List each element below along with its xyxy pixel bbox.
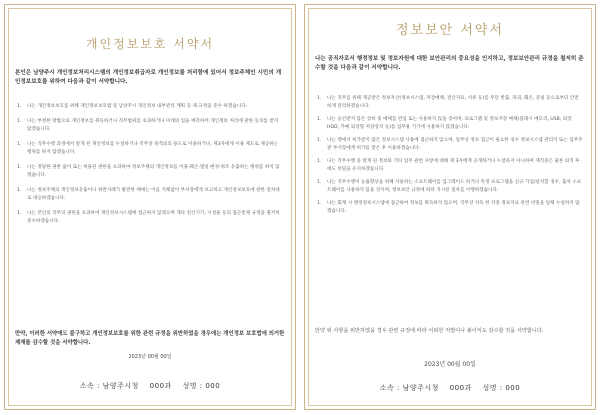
- privacy-pledge-closing: 만약, 이러한 서약에도 불구하고 개인정보보호를 위한 관련 규정을 위반하였을 경우에는 개인정보 보호법에 의거한 제재를 감수할 것을 서약합니다.: [15, 331, 285, 346]
- privacy-pledge-intro: 본인은 남양주시 개인정보처리시스템의 개인정보취급자로 개인정보를 처리함에 있어서 정보주체인 시민의 개인정보보호를 위하여 다음과 같이 서약합니다.: [15, 70, 282, 85]
- privacy-pledge-date: 2023년 00월 00일: [128, 354, 172, 360]
- affiliation-label: 소속 : 남양주시청: [79, 382, 139, 390]
- privacy-pledge-title: 개인정보보호 서약서: [85, 37, 215, 51]
- list-item: 1. 나는 정보주체의 개인정보유출이나 위반사례가 발견한 때에는 이를 지체없이 부서장에게 보고하고 개인정보보호에 관한 절차대로 대응하겠습니다.: [17, 188, 280, 201]
- security-pledge-closing: 만약 위 사항을 위반하였을 경우 관련 규정에 따라 어떠한 처벌이나 불이익도 감수할 것을 서약합니다.: [315, 328, 544, 334]
- affiliation-dept: 000과: [149, 382, 172, 390]
- security-pledge-date: 2023년 00월 00일: [424, 361, 476, 368]
- security-pledge-signature: [305, 383, 595, 393]
- affiliation-label: 소속 : 남양주시청: [379, 384, 439, 392]
- list-item: 1. 나는 부정한 방법으로 개인정보를 취득하거나 직무범위를 초과하거나 미래의 업을 예측하여 개인정보 처리에 관한 동의를 받지 않겠습니다.: [17, 119, 279, 132]
- list-item: 1. 나는 직무수행 중 알게 된 정보와 기타 업무 관련 사항에 대해 제 3자에게 공개하거나 누설하지 아니하며 재직중은 물론 퇴직 후에도 비밀을 유지하겠습니다.: [317, 159, 580, 172]
- list-item: 1. 나는 회계 시 행정정보시스템에 접근하여 정보를 획득하지 않으며, 직무상 지득 한 각종 정보자료 관련 비밀을 일체 누설하지 않겠습니다.: [317, 201, 580, 214]
- security-pledge-items: [317, 95, 583, 221]
- list-item: 1. 나는 개인정보보호를 위해 개인정보보호법 및 남양주시 개인정보 내부관리 계획 등 제 규정을 준수 하겠습니다.: [17, 104, 248, 109]
- list-item: 1. 나는 승인받지 않은 장비 및 매체를 반입 또는 사용하지 않을 것이며, 프로그램 및 정보저장 매체(플래시 메모리, USB, 외장 HDD, 카메 외장형 저장장치 등)를 업무용 기기에 사용하지 않겠습니다.: [317, 117, 572, 130]
- security-pledge-document: [304, 4, 596, 410]
- list-item: 1. 나는 직무를 위해 제공받은 정보자산(정보시스템, 저장매체, 전산자료, 서류 등)를 무단 반출, 파괴, 훼손, 분실 등으로부터 안전하게 관리하겠습니다.: [317, 96, 579, 109]
- list-item: 1. 나는 직무수행 과정에서 알게 된 개인정보를 누설하거나 직무상 목적외의 용도로 이용하거나, 제3자에게 이용 제도로 제공하는 행위를 하지 않겠습니다.: [17, 142, 279, 155]
- list-item: 1. 나는 본인의 직무의 권한을 초과하여 개인정보시스템에 접근하지 않겠으며 개다 전산기기, 시설물 등의 접근통제 규정을 철저히 준수하겠습니다.: [17, 211, 280, 224]
- name-label: 성명 : 000: [182, 382, 221, 390]
- security-pledge-title: 정보보안 서약서: [395, 23, 505, 38]
- list-item: 1. 나는 직무수행이 능률향상을 위해 사용하는 소프트웨어를 업그레이드 하거나 특정 프로그램을 신규 가입/설치할 경우, 출처 소프트웨어를 사용하지 않을 것이며, 정보보안 규정에 따라 지시된 절차를 이행하겠습니다.: [317, 180, 582, 193]
- name-label: 성명 : 000: [482, 384, 521, 392]
- security-pledge-intro: 나는 공직자로서 행정정보 및 정보자원에 대한 보안관리의 중요성을 인지하고, 정보보안관리 규정을 철저히 준수할 것을 다음과 같이 서약합니다.: [315, 56, 584, 71]
- affiliation-dept: 000과: [449, 384, 472, 392]
- list-item: 1. 나는 정당한 권한 없이 또는 허용된 권한을 초과하여 정보주체의 개인정보를 이용·훼손·멸실·변경·위조 유출하는 행위를 하지 않겠습니다.: [17, 165, 280, 178]
- list-item: 1. 나는 행에서 허가받지 않은 정보시스템 사용에 접근하지 않으며, 업무상 정보 접근이 필요한 경우 정보시스템 관리자 또는 업무주관 부서장에게 허가를 받은 후 이용하겠습니다.: [317, 138, 583, 151]
- privacy-pledge-document: [4, 4, 296, 410]
- privacy-pledge-signature: [5, 381, 295, 391]
- privacy-pledge-items: [17, 103, 283, 233]
